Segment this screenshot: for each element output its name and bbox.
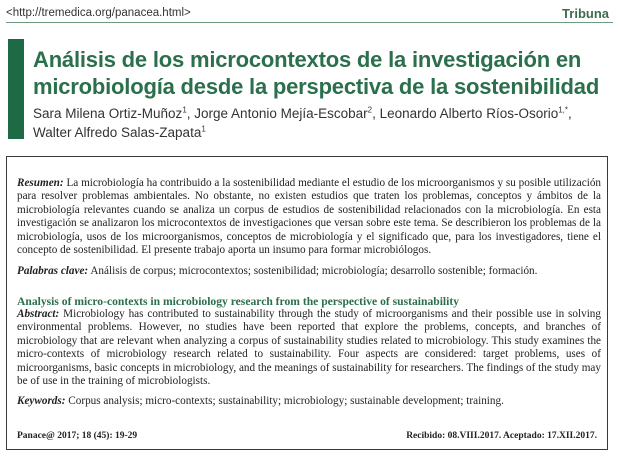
abstract-en-text: Microbiology has contributed to sustainability through the study of microorganisms and their possible use in solving environmental problems. However, no studies have been reported that explore the problems, concepts, and branches of microbiology that are relevant when analyzing a corpus of sustainability studies related to microbiology. This study examines the micro-contexts of microbiology research related to sustainability. Four aspects are considered: target problems, uses of microorganisms, basic concepts in microbiology, and the meanings of sustainability for researchers. The findings of the study may be of use in the training of microbiologists. bbox=[17, 308, 601, 388]
title-accent-bar bbox=[8, 39, 24, 139]
keywords-en-text: Corpus analysis; micro-contexts; sustainability; microbiology; sustainable development; training. bbox=[68, 395, 504, 407]
keywords-es-text: Análisis de corpus; microcontextos; sostenibilidad; microbiología; desarrollo sostenible; formación. bbox=[90, 265, 538, 277]
author-name: Leonardo Alberto Ríos-Osorio bbox=[379, 106, 559, 121]
abstract-es bbox=[17, 177, 601, 257]
received-accepted-dates: Recibido: 08.VIII.2017. Aceptado: 17.XII.2017. bbox=[406, 431, 597, 441]
keywords-en-label: Keywords: bbox=[17, 395, 66, 407]
author-affiliation: 2 bbox=[367, 105, 373, 115]
author-name: Sara Milena Ortiz-Muñoz bbox=[33, 106, 183, 121]
keywords-en bbox=[17, 395, 601, 408]
author-affiliation: 1 bbox=[201, 124, 206, 134]
abstract-es-text: La microbiología ha contribuido a la sostenibilidad mediante el estudio de los microorganismos y su posible utilización para resolver problemas ambientales. No obstante, no existen estudios que traten los problemas, conceptos y ámbitos de la microbiología relevantes cuando se analiza un corpus de estudios de sostenibilidad relacionados con la microbiología. En esta investigación se analizaron los microcontextos de investigaciones que versan sobre este tema. Se describieron los problemas de la microbiología, usos de los microorganismos, conceptos de microbiología y el significado que, para los investigadores, tiene el concepto de sostenibilidad. El presente trabajo aporta un insumo para formar microbiólogos. bbox=[17, 177, 602, 257]
author-list: Sara Milena Ortiz-Muñoz$^1$, Jorge Antonio Mejía-Escobar$^2$, Leonardo Alberto Ríos-Osorio$^{1,*}$, Walter Alfredo Salas-Zapata$^1$ bbox=[33, 105, 572, 140]
citation: Panace@ 2017; 18 (45): 19-29 bbox=[17, 431, 138, 441]
section-label: Tribuna bbox=[562, 6, 609, 21]
abstract-en-title: Analysis of micro-contexts in microbiology research from the perspective of sustainability bbox=[17, 295, 460, 308]
header-divider bbox=[6, 22, 613, 23]
source-url[interactable]: <http://tremedica.org/panacea.html> bbox=[6, 7, 191, 19]
keywords-es bbox=[17, 265, 601, 278]
abstract-box bbox=[6, 156, 608, 450]
article-title: Análisis de los microcontextos de la investigación en microbiología desde la perspectiva de la sostenibilidad bbox=[33, 47, 600, 99]
abstract-es-label: Resumen: bbox=[17, 177, 64, 189]
keywords-es-label: Palabras clave: bbox=[17, 265, 89, 277]
author-name: Jorge Antonio Mejía-Escobar bbox=[194, 106, 368, 121]
abstract-en-label: Abstract: bbox=[17, 308, 60, 320]
abstract-en bbox=[17, 308, 601, 388]
author-affiliation: 1,* bbox=[558, 105, 569, 115]
author-affiliation: 1 bbox=[182, 105, 187, 115]
author-name: Walter Alfredo Salas-Zapata bbox=[33, 125, 202, 140]
